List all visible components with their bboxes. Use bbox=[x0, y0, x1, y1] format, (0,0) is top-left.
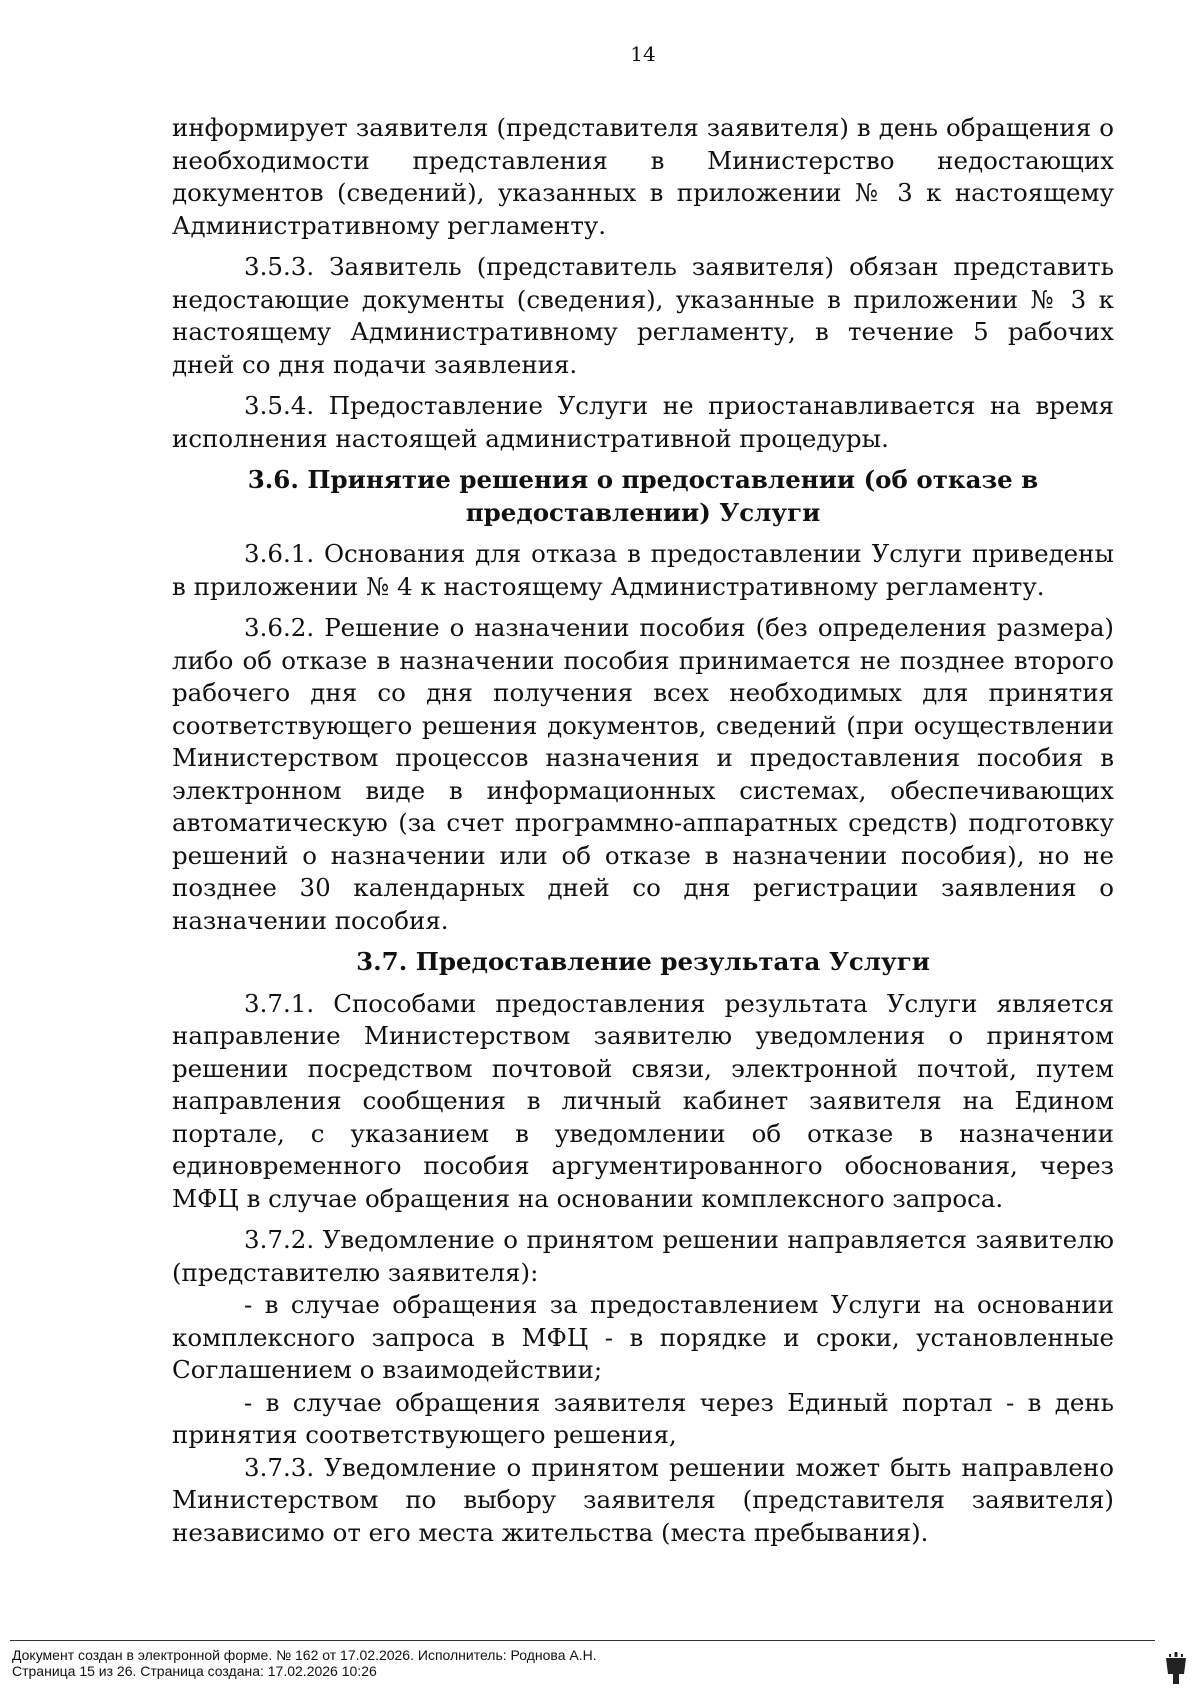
list-item-mfc: - в случае обращения за предоставлением Услуги на основании комплексного запроса в МФЦ - в порядке и сроки, установленные Соглашением о взаимодействии; bbox=[172, 1290, 1114, 1384]
section-heading-3-7: 3.7. Предоставление результата Услуги bbox=[356, 947, 930, 976]
paragraph-3-7-2: 3.7.2. Уведомление о принятом решении направляется заявителю (представителю заявителя): bbox=[172, 1225, 1114, 1287]
footer-document-info: Документ создан в электронной форме. № 162 от 17.02.2026. Исполнитель: Роднова А.Н. bbox=[12, 1647, 597, 1663]
paragraph-3-5-3: 3.5.3. Заявитель (представитель заявителя) обязан представить недостающие документы (сведения), указанные в приложении № 3 к настоящему Административному регламенту, в течение 5 рабочих дней со дня подачи заявления. bbox=[172, 252, 1114, 379]
page-number: 14 bbox=[630, 42, 656, 66]
paragraph-3-6-1: 3.6.1. Основания для отказа в предоставлении Услуги приведены в приложении № 4 к настоящему Административному регламенту. bbox=[172, 539, 1114, 601]
paragraph-3-7-1: 3.7.1. Способами предоставления результата Услуги является направление Министерством заявителю уведомления о принятом решении посредством почтовой связи, электронной почтой, путем направления сообщения в личный кабинет заявителя на Едином портале, с указанием в уведомлении об отказе в назначении единовременного пособия аргументированного обоснования, через МФЦ в случае обращения на основании комплексного запроса. bbox=[172, 988, 1114, 1213]
paragraph-continuation: информирует заявителя (представителя заявителя) в день обращения о необходимости представления в Министерство недостающих документов (сведений), указанных в приложении № 3 к настоящему Административному регламенту. bbox=[172, 113, 1114, 240]
paragraph-3-5-4: 3.5.4. Предоставление Услуги не приостанавливается на время исполнения настоящей административной процедуры. bbox=[172, 391, 1114, 453]
paragraph-3-7-3: 3.7.3. Уведомление о принятом решении может быть направлено Министерством по выбору заявителя (представителя заявителя) независимо от его места жительства (места пребывания). bbox=[172, 1452, 1114, 1547]
document-footer bbox=[12, 1647, 597, 1679]
footer-divider bbox=[10, 1640, 1155, 1641]
list-item-portal: - в случае обращения заявителя через Единый портал - в день принятия соответствующего решения, bbox=[172, 1387, 1114, 1449]
document-body bbox=[172, 112, 1114, 1558]
section-heading-3-6: 3.6. Принятие решения о предоставлении (об отказе в предоставлении) Услуги bbox=[247, 465, 1039, 527]
regional-emblem-icon bbox=[1163, 1652, 1189, 1686]
paragraph-3-6-2: 3.6.2. Решение о назначении пособия (без определения размера) либо об отказе в назначении пособия принимается не позднее второго рабочего дня со дня получения всех необходимых для принятия соответствующего решения документов, сведений (при осуществлении Министерством процессов назначения и предоставления пособия в электронном виде в информационных системах, обеспечивающих автоматическую (за счет программно-аппаратных средств) подготовку решений о назначении или об отказе в назначении пособия), но не позднее 30 календарных дней со дня регистрации заявления о назначении пособия. bbox=[172, 613, 1114, 935]
footer-page-info: Страница 15 из 26. Страница создана: 17.02.2026 10:26 bbox=[12, 1663, 377, 1679]
